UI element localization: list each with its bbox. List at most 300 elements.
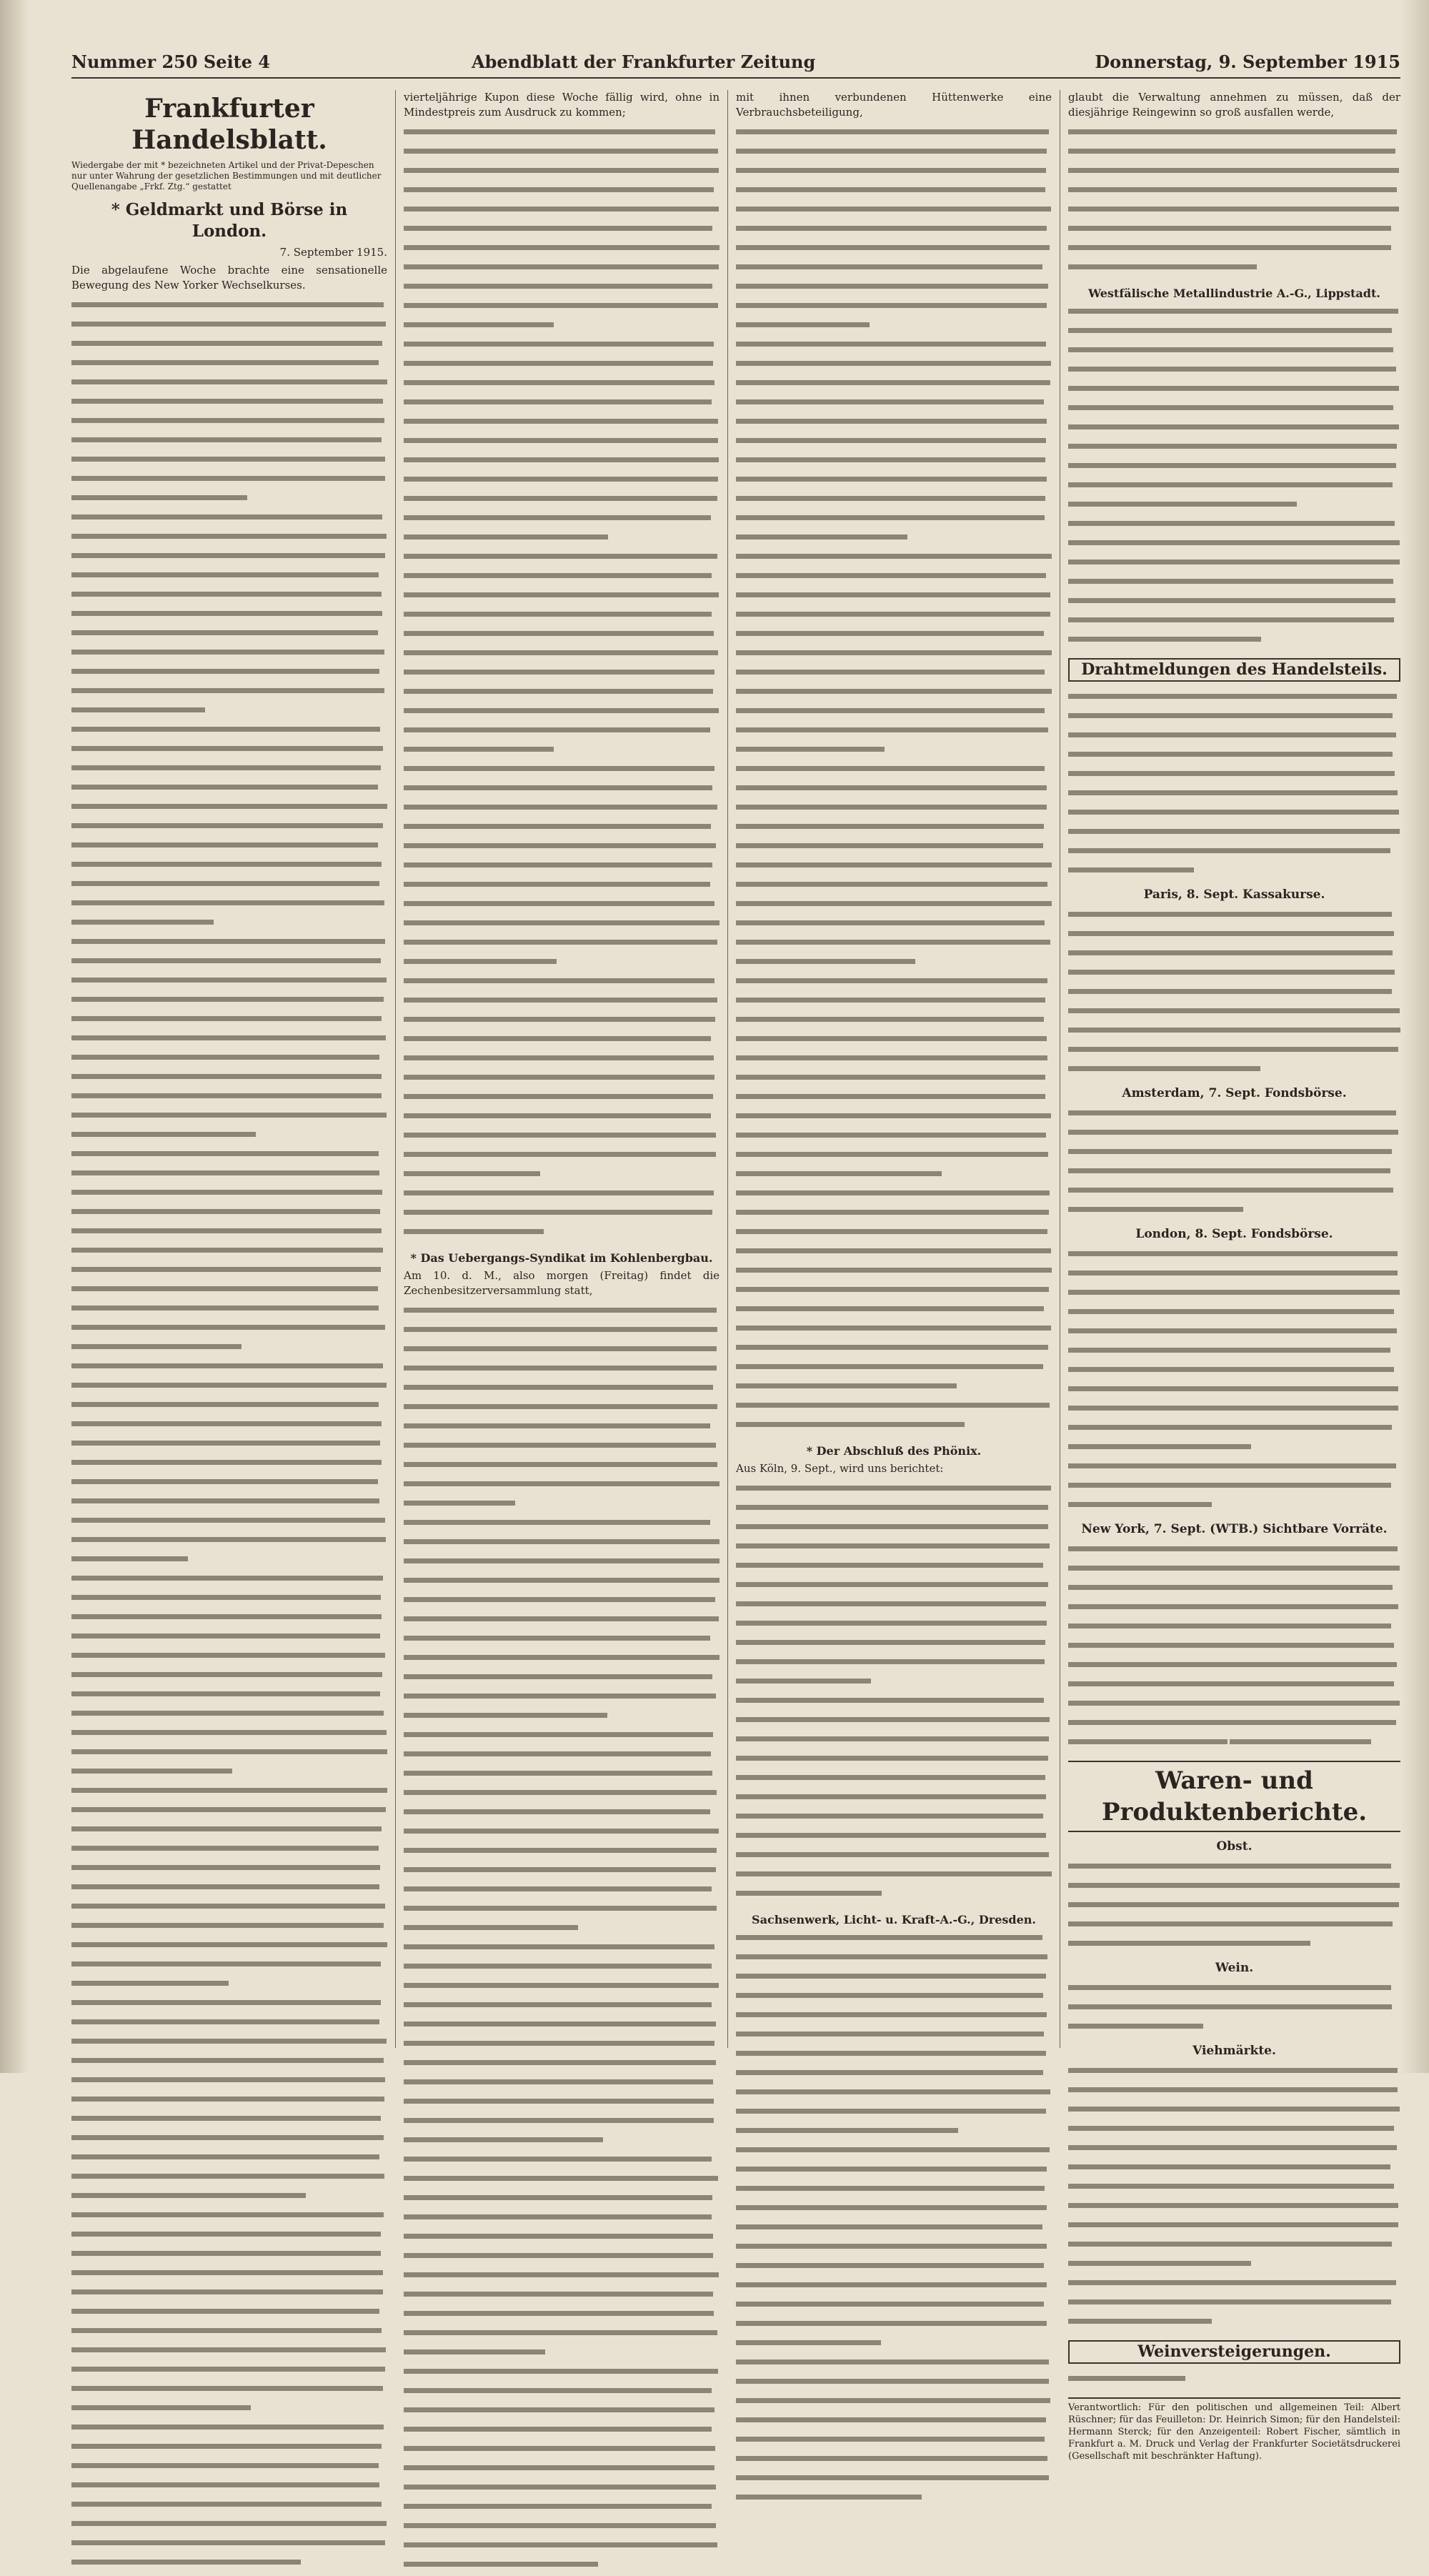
text-line: [1068, 1623, 1391, 1628]
text-line: [404, 2253, 713, 2258]
text-line: [404, 207, 719, 212]
text-line: [404, 1404, 717, 1409]
text-line: [1068, 2184, 1394, 2189]
text-line: [404, 1906, 717, 1911]
text-line: [1068, 2087, 1398, 2092]
text-line: [736, 322, 870, 327]
text-line: [71, 437, 382, 442]
text-line: [71, 2135, 384, 2140]
text-line: [404, 1171, 540, 1176]
text-line: [736, 496, 1045, 501]
text-line: [1068, 347, 1393, 352]
text-line: [404, 1036, 711, 1041]
column-rule: [395, 90, 396, 2048]
text-line: [404, 2349, 545, 2354]
text-line: [1068, 1701, 1400, 1706]
text-line: [736, 1814, 1043, 1819]
text-line: [404, 1790, 717, 1795]
text-line: [736, 920, 1045, 925]
text-line: [71, 2097, 384, 2102]
text-line: [736, 1736, 1049, 1741]
text-line: [1068, 1386, 1398, 1391]
text-line: [71, 1807, 386, 1812]
text-line: [71, 1614, 382, 1619]
text-line: [1068, 2299, 1391, 2304]
text-line: [71, 1074, 382, 1079]
text-line: [1068, 2261, 1251, 2266]
text-line: [404, 2330, 717, 2335]
text-line: [736, 1229, 1047, 1234]
text-line: [404, 1327, 717, 1332]
text-line: [1068, 1149, 1392, 1154]
text-line: [1068, 1681, 1394, 1686]
text-line: [736, 670, 1045, 675]
text-line: [71, 1209, 380, 1214]
text-line: [404, 1829, 719, 1834]
page-binding-edge: [0, 0, 29, 2073]
article-lead: Aus Köln, 9. Sept., wird uns berichtet:: [736, 1462, 944, 1475]
text-line: [736, 1679, 871, 1684]
text-line: [736, 2109, 1046, 2114]
text-line: [71, 399, 383, 404]
text-line: [404, 2388, 712, 2393]
text-line: [71, 862, 382, 867]
text-line: [71, 688, 384, 693]
text-line: [1068, 1328, 1397, 1333]
text-line: [404, 1751, 711, 1756]
text-line: [71, 1865, 380, 1870]
text-line: [1068, 1941, 1310, 1946]
column-1: [71, 90, 387, 2048]
article-body-text: [1068, 124, 1400, 279]
text-line: [736, 1171, 942, 1176]
text-line: [404, 284, 712, 289]
text-line: [1068, 1047, 1398, 1052]
text-line: [404, 2234, 713, 2239]
text-line: [736, 515, 1045, 520]
text-line: [1068, 752, 1393, 757]
text-line: [404, 2021, 716, 2027]
text-line: [71, 900, 384, 905]
text-line: [736, 2128, 958, 2133]
text-line: [71, 1846, 379, 1851]
text-line: [71, 2444, 382, 2449]
text-line: [71, 2560, 301, 2565]
text-line: [404, 689, 713, 694]
text-line: [404, 2311, 714, 2316]
text-line: [71, 2463, 379, 2468]
text-line: [71, 2405, 251, 2410]
text-line: [1068, 502, 1297, 507]
text-line: [404, 1771, 712, 1776]
text-line: [736, 1582, 1048, 1587]
text-line: [404, 1520, 710, 1525]
text-line: [404, 496, 717, 501]
page-right-edge: [1400, 0, 1429, 2073]
article-body-text: [736, 1481, 1052, 1905]
text-line: [404, 1075, 714, 1080]
text-line: [71, 707, 205, 712]
text-line: [736, 1075, 1045, 1080]
text-line: [1068, 2004, 1392, 2009]
text-line: [404, 554, 717, 559]
text-line: [404, 670, 714, 675]
text-line: [404, 2542, 717, 2547]
text-line: [404, 1366, 717, 1371]
text-line: [71, 1441, 380, 1446]
text-line: [1068, 1406, 1398, 1411]
text-line: [1068, 931, 1394, 936]
text-line: [1068, 2319, 1212, 2324]
article-title: * Der Abschluß des Phönix.: [806, 1444, 982, 1458]
text-line: [71, 2000, 381, 2005]
text-line: [736, 2167, 1047, 2172]
text-line: [736, 2224, 1042, 2229]
text-line: [404, 2157, 712, 2162]
text-line: [736, 843, 1043, 848]
text-line: [736, 554, 1052, 559]
text-line: [71, 978, 387, 983]
text-line: [1068, 1502, 1212, 1507]
text-line: [404, 1346, 717, 1351]
text-line: [1068, 1309, 1394, 1314]
text-line: [71, 457, 385, 462]
text-line: [736, 2359, 1049, 2364]
text-line: [736, 631, 1044, 636]
text-line: [1068, 970, 1395, 975]
article-title: * Geldmarkt und Börse in London.: [111, 200, 348, 241]
text-line: [404, 1210, 712, 1215]
text-line: [1068, 1251, 1398, 1256]
article-body-text: [404, 124, 720, 1243]
text-line: [404, 1308, 717, 1313]
text-line: [736, 940, 1050, 945]
text-line: [736, 1248, 1051, 1253]
text-line: [736, 882, 1047, 887]
text-line: [404, 1732, 713, 1737]
article-lead: Am 10. d. M., also morgen (Freitag) findet die Zechenbesitzerversammlung statt,: [404, 1269, 720, 1297]
text-line: [71, 2212, 384, 2217]
text-line: [1068, 1028, 1400, 1033]
text-line: [404, 438, 718, 443]
text-line: [1068, 1921, 1393, 1926]
text-line: [71, 476, 385, 481]
report-text: [1068, 2063, 1400, 2333]
text-line: [404, 2504, 712, 2509]
text-line: [1068, 482, 1393, 487]
text-line: [404, 303, 718, 308]
text-line: [71, 2386, 383, 2391]
text-line: [71, 360, 379, 365]
text-line: [71, 1981, 229, 1986]
text-line: [404, 1983, 719, 1988]
text-line: [404, 2407, 714, 2412]
header-issue-page: Nummer 250 Seite 4: [71, 51, 271, 72]
text-line: [71, 2328, 382, 2333]
text-line: [71, 1325, 385, 1330]
text-line: [71, 785, 378, 790]
text-line: [1068, 129, 1397, 134]
text-line: [1068, 1290, 1400, 1295]
header-date: Donnerstag, 9. September 1915: [1095, 51, 1400, 72]
text-line: [71, 765, 381, 770]
article-body-text: [1068, 304, 1400, 651]
text-line: [1230, 1739, 1371, 1744]
text-line: [736, 1113, 1051, 1118]
text-line: [1068, 637, 1261, 642]
text-line: [1068, 2222, 1398, 2227]
text-line: [71, 1769, 232, 1774]
text-line: [71, 1556, 188, 1561]
text-line: [736, 1524, 1048, 1529]
text-line: [736, 1152, 1048, 1157]
text-line: [736, 1640, 1045, 1645]
text-line: [71, 611, 382, 616]
text-line: [404, 1655, 720, 1660]
text-line: [404, 1713, 607, 1718]
text-line: [404, 245, 720, 250]
text-line: [736, 1210, 1049, 1215]
text-line: [736, 1543, 1050, 1548]
text-line: [1068, 2203, 1398, 2208]
text-line: [71, 1344, 242, 1349]
text-line: [736, 187, 1045, 192]
text-line: [71, 495, 247, 500]
text-line: [736, 1974, 1046, 1979]
text-line: [1068, 405, 1393, 410]
text-line: [71, 2502, 382, 2507]
text-line: [736, 2147, 1050, 2152]
text-line: [404, 264, 719, 269]
text-line: [404, 399, 712, 404]
text-line: [736, 226, 1047, 231]
text-line: [736, 650, 1052, 655]
text-line: [1068, 1130, 1398, 1135]
text-line: [736, 1345, 1048, 1350]
text-line: [71, 1248, 383, 1253]
text-line: [404, 1925, 578, 1930]
text-line: [736, 766, 1045, 771]
article-title: * Das Uebergangs-Syndikat im Kohlenbergbau.: [410, 1251, 713, 1265]
text-line: [71, 1113, 387, 1118]
text-line: [404, 1229, 544, 1234]
text-line: [404, 1539, 720, 1544]
article-lead: Die abgelaufene Woche brachte eine sensationelle Bewegung des New Yorker Wechselkurses.: [71, 264, 387, 292]
text-line: [1068, 367, 1396, 372]
text-line: [71, 1884, 379, 1889]
text-line: [404, 342, 714, 347]
text-line: [71, 2270, 383, 2275]
text-line: [736, 1794, 1046, 1799]
text-line: [404, 727, 710, 732]
text-line: [736, 2495, 922, 2500]
text-line: [404, 2465, 714, 2470]
text-line: [404, 862, 712, 867]
text-line: [1068, 2280, 1396, 2285]
text-line: [1068, 1566, 1400, 1571]
text-line: [404, 2214, 712, 2219]
text-line: [1068, 1270, 1398, 1275]
text-line: [404, 2099, 714, 2104]
text-line: [1068, 1066, 1260, 1071]
text-line: [1068, 1463, 1396, 1468]
text-line: [736, 1601, 1046, 1606]
text-line: [404, 187, 714, 192]
text-line: [404, 1848, 717, 1853]
text-line: [404, 1867, 716, 1872]
text-line: [736, 2475, 1049, 2480]
text-line: [736, 1717, 1050, 1722]
text-line: [71, 1923, 384, 1928]
quote-table: [1068, 1105, 1400, 1221]
text-line: [736, 2070, 1043, 2075]
text-line: [736, 342, 1046, 347]
text-line: [404, 940, 717, 945]
text-line: [71, 2019, 379, 2024]
text-line: [1068, 1643, 1394, 1648]
text-line: [736, 1935, 1042, 1940]
text-line: [1068, 1585, 1393, 1590]
text-line: [736, 1954, 1047, 1959]
text-line: [1068, 521, 1395, 526]
text-line: [404, 785, 712, 790]
text-line: [404, 1636, 710, 1641]
text-line: [71, 2347, 386, 2352]
text-line: [1068, 1662, 1397, 1667]
text-line: [71, 1306, 379, 1311]
text-line: [404, 1190, 714, 1195]
quote-text: [1068, 1246, 1400, 1516]
text-line: [71, 669, 379, 674]
text-line: [71, 1961, 381, 1966]
text-line: [1068, 264, 1257, 269]
text-line: [736, 1891, 882, 1896]
article-title: Sachsenwerk, Licht- u. Kraft-A.-G., Dresden.: [752, 1913, 1036, 1926]
text-line: [71, 1711, 384, 1716]
text-line: [736, 457, 1045, 462]
text-line: [71, 2116, 381, 2121]
text-line: [404, 2485, 716, 2490]
text-line: [736, 612, 1050, 617]
text-line: [736, 862, 1052, 867]
text-line: [736, 1833, 1046, 1838]
text-line: [1068, 1546, 1398, 1551]
telegraph-section-title: Drahtmeldungen des Handelsteils.: [1068, 658, 1400, 682]
text-line: [404, 1385, 713, 1390]
text-line: [736, 477, 1047, 482]
text-line: [71, 1170, 379, 1175]
section-heading: Waren- und Produktenberichte.: [1068, 1761, 1400, 1832]
text-line: [736, 1190, 1050, 1195]
text-line: [736, 2263, 1044, 2268]
text-line: [404, 2195, 712, 2200]
text-line: [404, 1597, 715, 1602]
text-line: [71, 1749, 387, 1754]
telegraph-text: [1068, 689, 1400, 882]
market-subhead: New York, 7. Sept. (WTB.) Sichtbare Vorräte.: [1081, 1522, 1388, 1536]
market-subhead: Amsterdam, 7. Sept. Fondsbörse.: [1122, 1086, 1347, 1100]
text-line: [736, 1621, 1047, 1626]
text-line: [736, 149, 1047, 154]
text-line: [71, 1942, 387, 1947]
article-title: Westfälische Metallindustrie A.-G., Lippstadt.: [1088, 287, 1380, 300]
text-line: [404, 2137, 603, 2142]
text-line: [1068, 2068, 1398, 2073]
text-line: [1068, 732, 1396, 737]
text-line: [71, 1093, 382, 1098]
article-continuation: mit ihnen verbundenen Hüttenwerke eine Verbrauchsbeteiligung,: [736, 91, 1052, 119]
text-line: [71, 341, 382, 346]
text-line: [736, 2340, 881, 2345]
text-line: [736, 1017, 1044, 1022]
text-line: [736, 2437, 1045, 2442]
text-line: [404, 380, 714, 385]
text-line: [71, 2482, 379, 2487]
text-line: [736, 1287, 1049, 1292]
text-line: [736, 1698, 1044, 1703]
auction-text: [1068, 2371, 1400, 2390]
text-line: [404, 2292, 713, 2297]
text-line: [404, 920, 720, 925]
text-line: [736, 805, 1047, 810]
text-line: [71, 514, 382, 519]
text-line: [71, 1826, 382, 1831]
text-line: [736, 1094, 1045, 1099]
text-line: [71, 650, 384, 655]
text-line: [1068, 790, 1398, 795]
text-line: [404, 747, 554, 752]
text-line: [404, 457, 719, 462]
text-line: [736, 901, 1052, 906]
text-line: [404, 361, 713, 366]
text-line: [404, 1094, 713, 1099]
text-line: [71, 2289, 383, 2294]
text-line: [71, 958, 381, 963]
text-line: [71, 2251, 381, 2256]
text-line: [71, 2154, 379, 2159]
text-line: [736, 2302, 1044, 2307]
text-line: [736, 245, 1050, 250]
text-line: [71, 1016, 382, 1021]
text-line: [71, 1402, 379, 1407]
text-line: [1068, 2376, 1185, 2381]
text-line: [404, 1017, 715, 1022]
text-line: [1068, 1483, 1391, 1488]
text-line: [1068, 2024, 1203, 2029]
text-line: [1068, 989, 1392, 994]
text-line: [71, 572, 379, 577]
text-line: [736, 2282, 1047, 2287]
text-line: [1068, 598, 1395, 603]
text-line: [1068, 1008, 1400, 1013]
text-line: [1068, 848, 1390, 853]
text-line: [404, 515, 711, 520]
text-line: [71, 379, 387, 384]
market-subhead: Viehmärkte.: [1193, 2044, 1276, 2058]
text-line: [71, 1286, 378, 1291]
text-line: [404, 592, 719, 597]
text-line: [736, 1133, 1046, 1138]
text-line: [1068, 867, 1194, 872]
text-line: [404, 882, 710, 887]
text-line: [1068, 2107, 1400, 2112]
text-line: [736, 689, 1052, 694]
text-line: [736, 2089, 1050, 2094]
text-line: [71, 1421, 382, 1426]
page-header: [71, 43, 1400, 79]
text-line: [71, 746, 383, 751]
text-line: [71, 630, 378, 635]
